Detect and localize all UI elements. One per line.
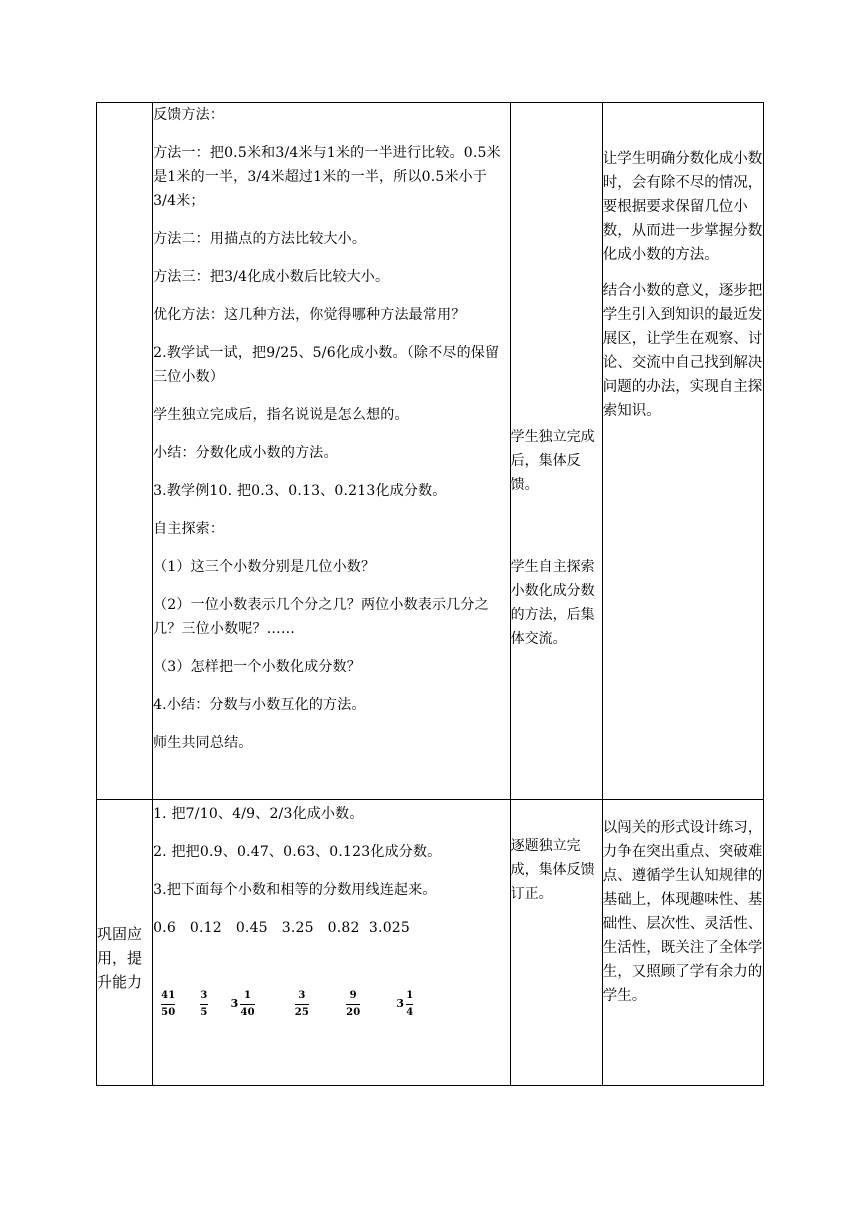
exercise-item: 2. 把把0.9、0.47、0.63、0.123化成分数。 <box>153 844 442 860</box>
fraction-stack <box>346 990 360 1019</box>
fraction-whole: 3 <box>230 997 239 1010</box>
stage-label-cell <box>97 800 153 1086</box>
design-intent-text: 结合小数的意义，逐步把学生引入到知识的最近发展区，让学生在观察、讨论、交流中自己找到解决问题的办法，实现自主探索知识。 <box>602 283 763 419</box>
fraction <box>200 990 207 1019</box>
fraction-stack <box>161 990 175 1019</box>
fraction-numerator: 3 <box>200 989 208 1001</box>
fraction-denominator: 40 <box>240 1006 255 1018</box>
exercise-item: 1. 把7/10、4/9、2/3化成小数。 <box>153 806 364 822</box>
design-intent-text: 以闯关的形式设计练习，力争在突出重点、突破难点、遵循学生认知规律的基础上，体现趣味性、基础性、层次性、灵活性、生活性，既关注了全体学生，又照顾了学有余力的学生。 <box>602 820 763 1004</box>
fraction-bar <box>406 1004 413 1005</box>
paragraph: 4.小结：分数与小数互化的方法。 <box>153 697 366 713</box>
student-activity-cell <box>510 103 602 800</box>
fraction-bar <box>200 1004 207 1005</box>
fraction <box>346 990 360 1019</box>
decimal-list: 0.6 0.12 0.45 3.25 0.82 3.025 <box>153 920 411 936</box>
exercise-cell <box>153 800 511 1086</box>
paragraph: 方法三：把3/4化成小数后比较大小。 <box>153 269 390 285</box>
design-intent-cell <box>602 800 763 1086</box>
fraction-denominator: 5 <box>200 1006 208 1018</box>
fraction-bar <box>295 1004 309 1005</box>
fraction-numerator: 9 <box>349 989 357 1001</box>
fraction-numerator: 41 <box>161 989 176 1001</box>
fraction-denominator: 25 <box>294 1006 310 1018</box>
fraction-denominator: 50 <box>161 1006 176 1018</box>
fraction-denominator: 20 <box>346 1006 361 1018</box>
paragraph: （1）这三个小数分别是几位小数？ <box>153 559 376 575</box>
paragraph: 自主探索： <box>153 521 225 537</box>
fraction-list <box>153 984 510 1024</box>
paragraph: 优化方法：这几种方法，你觉得哪种方法最常用？ <box>153 307 466 323</box>
fraction-bar <box>346 1004 360 1005</box>
paragraph: 学生独立完成后，指名说说是怎么想的。 <box>153 407 409 423</box>
paragraph: 3.教学例10. 把0.3、0.13、0.213化成分数。 <box>153 483 447 499</box>
paragraph: （2）一位小数表示几个分之几？两位小数表示几分之几？三位小数呢？…… <box>153 597 489 637</box>
fraction-whole: 3 <box>396 997 405 1010</box>
paragraph: 小结：分数化成小数的方法。 <box>153 445 338 461</box>
fraction <box>396 990 413 1019</box>
table-row <box>97 103 764 800</box>
student-activity-text: 学生自主探索小数化成分数的方法，后集体交流。 <box>510 559 595 647</box>
fraction <box>161 990 175 1019</box>
fraction-numerator: 3 <box>298 989 306 1001</box>
student-activity-text: 逐题独立完成，集体反馈订正。 <box>510 838 595 902</box>
design-intent-text: 让学生明确分数化成小数时，会有除不尽的情况，要根据要求保留几位小数，从而进一步掌握分数化成小数的方法。 <box>602 151 763 263</box>
paragraph: 方法二：用描点的方法比较大小。 <box>153 231 367 247</box>
fraction-bar <box>240 1004 254 1005</box>
design-intent-cell <box>602 103 763 800</box>
lesson-plan-table <box>96 102 764 1086</box>
teaching-process-cell <box>153 103 511 800</box>
fraction-numerator: 1 <box>406 989 414 1001</box>
fraction <box>295 990 309 1019</box>
stage-label-cell <box>97 103 153 800</box>
paragraph: 2.教学试一试，把9/25、5/6化成小数。（除不尽的保留三位小数） <box>153 345 500 385</box>
paragraph: 方法一：把0.5米和3/4米与1米的一半进行比较。0.5米是1米的一半，3/4米超过1米的一半，所以0.5米小于3/4米； <box>153 145 501 209</box>
fraction-stack <box>295 990 309 1019</box>
fraction-numerator: 1 <box>244 989 252 1001</box>
stage-label: 巩固应用，提升能力 <box>97 925 143 991</box>
fraction-bar <box>161 1004 175 1005</box>
paragraph: 师生共同总结。 <box>153 735 253 751</box>
fraction-stack <box>240 990 254 1019</box>
student-activity-cell <box>510 800 602 1086</box>
paragraph: （3）怎样把一个小数化成分数？ <box>153 659 361 675</box>
student-activity-text: 学生独立完成后，集体反馈。 <box>510 429 595 493</box>
paragraph: 反馈方法： <box>153 107 225 123</box>
exercise-item: 3.把下面每个小数和相等的分数用线连起来。 <box>153 882 437 898</box>
fraction-denominator: 4 <box>406 1006 414 1018</box>
fraction-stack <box>200 990 207 1019</box>
fraction-stack <box>406 990 413 1019</box>
fraction <box>231 990 255 1019</box>
table-row <box>97 800 764 1086</box>
